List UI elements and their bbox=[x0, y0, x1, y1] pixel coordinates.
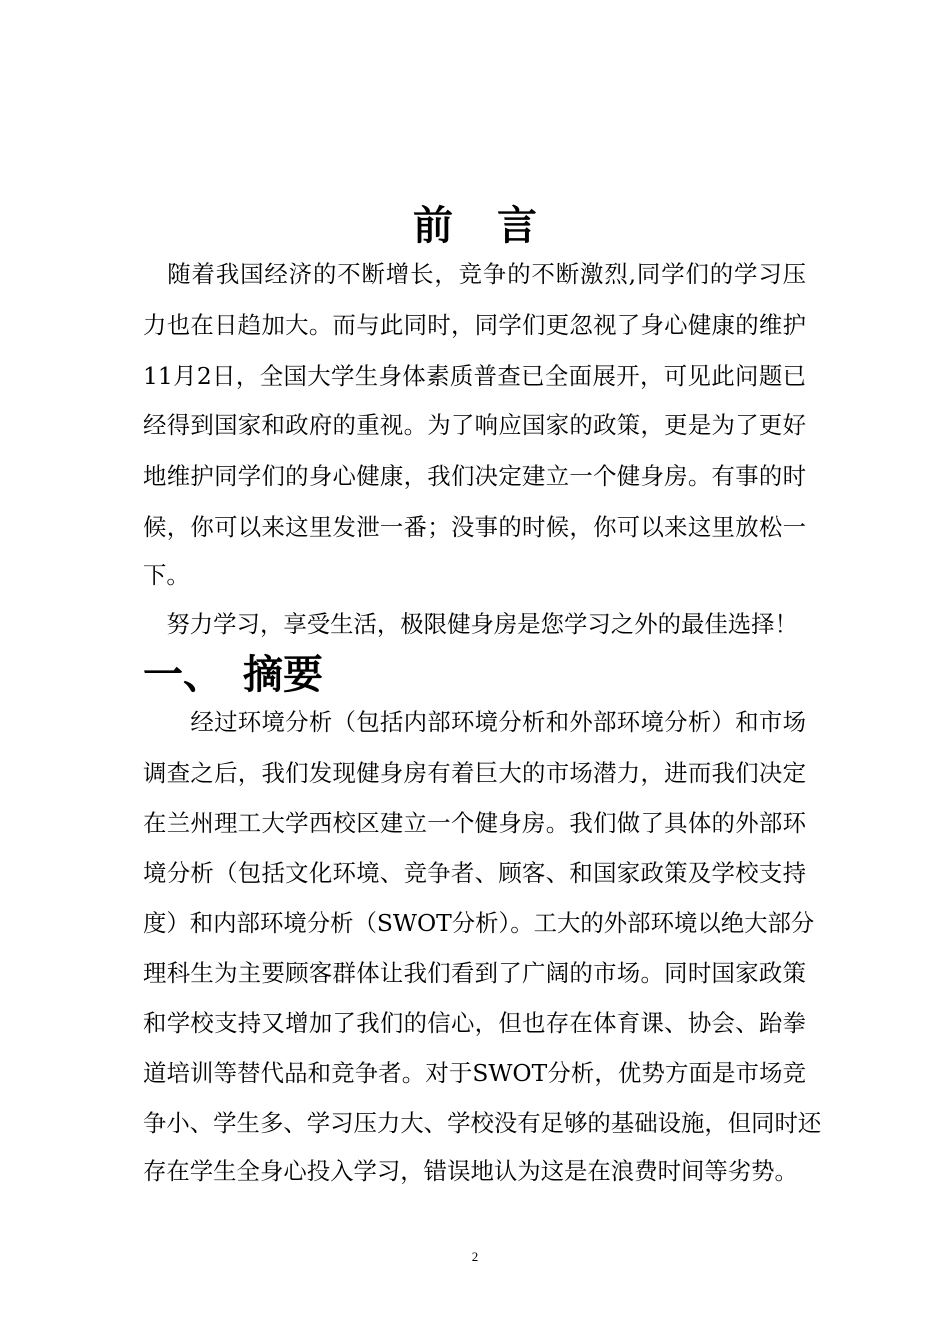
preface-title bbox=[0, 200, 950, 252]
abstract-line-3: 在兰州理工大学西校区建立一个健身房。我们做了具体的外部环 bbox=[143, 809, 806, 837]
abstract-line-5: 度）和内部环境分析（SWOT分析）。工大的外部环境以绝大部分 bbox=[143, 909, 815, 937]
abstract-line-9: 争小、学生多、学习压力大、学校没有足够的基础设施，但同时还 bbox=[143, 1109, 822, 1137]
abstract-line-2: 调查之后，我们发现健身房有着巨大的市场潜力，进而我们决定 bbox=[143, 759, 806, 787]
abstract-line-10: 存在学生全身心投入学习，错误地认为这是在浪费时间等劣势。 bbox=[143, 1157, 798, 1185]
preface-line-5: 地维护同学们的身心健康，我们决定建立一个健身房。有事的时 bbox=[143, 462, 806, 490]
section-number: 一、 bbox=[143, 652, 223, 698]
preface-line-6: 候，你可以来这里发泄一番；没事的时候，你可以来这里放松一 bbox=[143, 513, 806, 541]
section-title: 摘要 bbox=[243, 652, 323, 698]
section-heading-abstract bbox=[143, 648, 323, 702]
preface-line-3: 11月2日，全国大学生身体素质普查已全面展开，可见此问题已 bbox=[143, 362, 806, 390]
preface-title-char-1: 前 bbox=[413, 203, 453, 249]
slogan: 努力学习，享受生活，极限健身房是您学习之外的最佳选择！ bbox=[143, 610, 798, 638]
preface-line-7: 下。 bbox=[143, 561, 190, 589]
abstract-line-7: 和学校支持又增加了我们的信心，但也存在体育课、协会、跆拳 bbox=[143, 1009, 806, 1037]
preface-line-1: 随着我国经济的不断增长，竞争的不断激烈,同学们的学习压 bbox=[143, 260, 806, 288]
abstract-line-1: 经过环境分析（包括内部环境分析和外部环境分析）和市场 bbox=[143, 708, 806, 736]
preface-title-char-2: 言 bbox=[497, 203, 537, 249]
abstract-line-6: 理科生为主要顾客群体让我们看到了广阔的市场。同时国家政策 bbox=[143, 959, 806, 987]
preface-line-2: 力也在日趋加大。而与此同时，同学们更忽视了身心健康的维护 bbox=[143, 311, 806, 339]
page-number: 2 bbox=[471, 1249, 479, 1264]
abstract-line-8: 道培训等替代品和竞争者。对于SWOT分析，优势方面是市场竞 bbox=[143, 1059, 806, 1087]
preface-line-4: 经得到国家和政府的重视。为了响应国家的政策，更是为了更好 bbox=[143, 411, 806, 439]
abstract-line-4: 境分析（包括文化环境、竞争者、顾客、和国家政策及学校支持 bbox=[143, 859, 806, 887]
